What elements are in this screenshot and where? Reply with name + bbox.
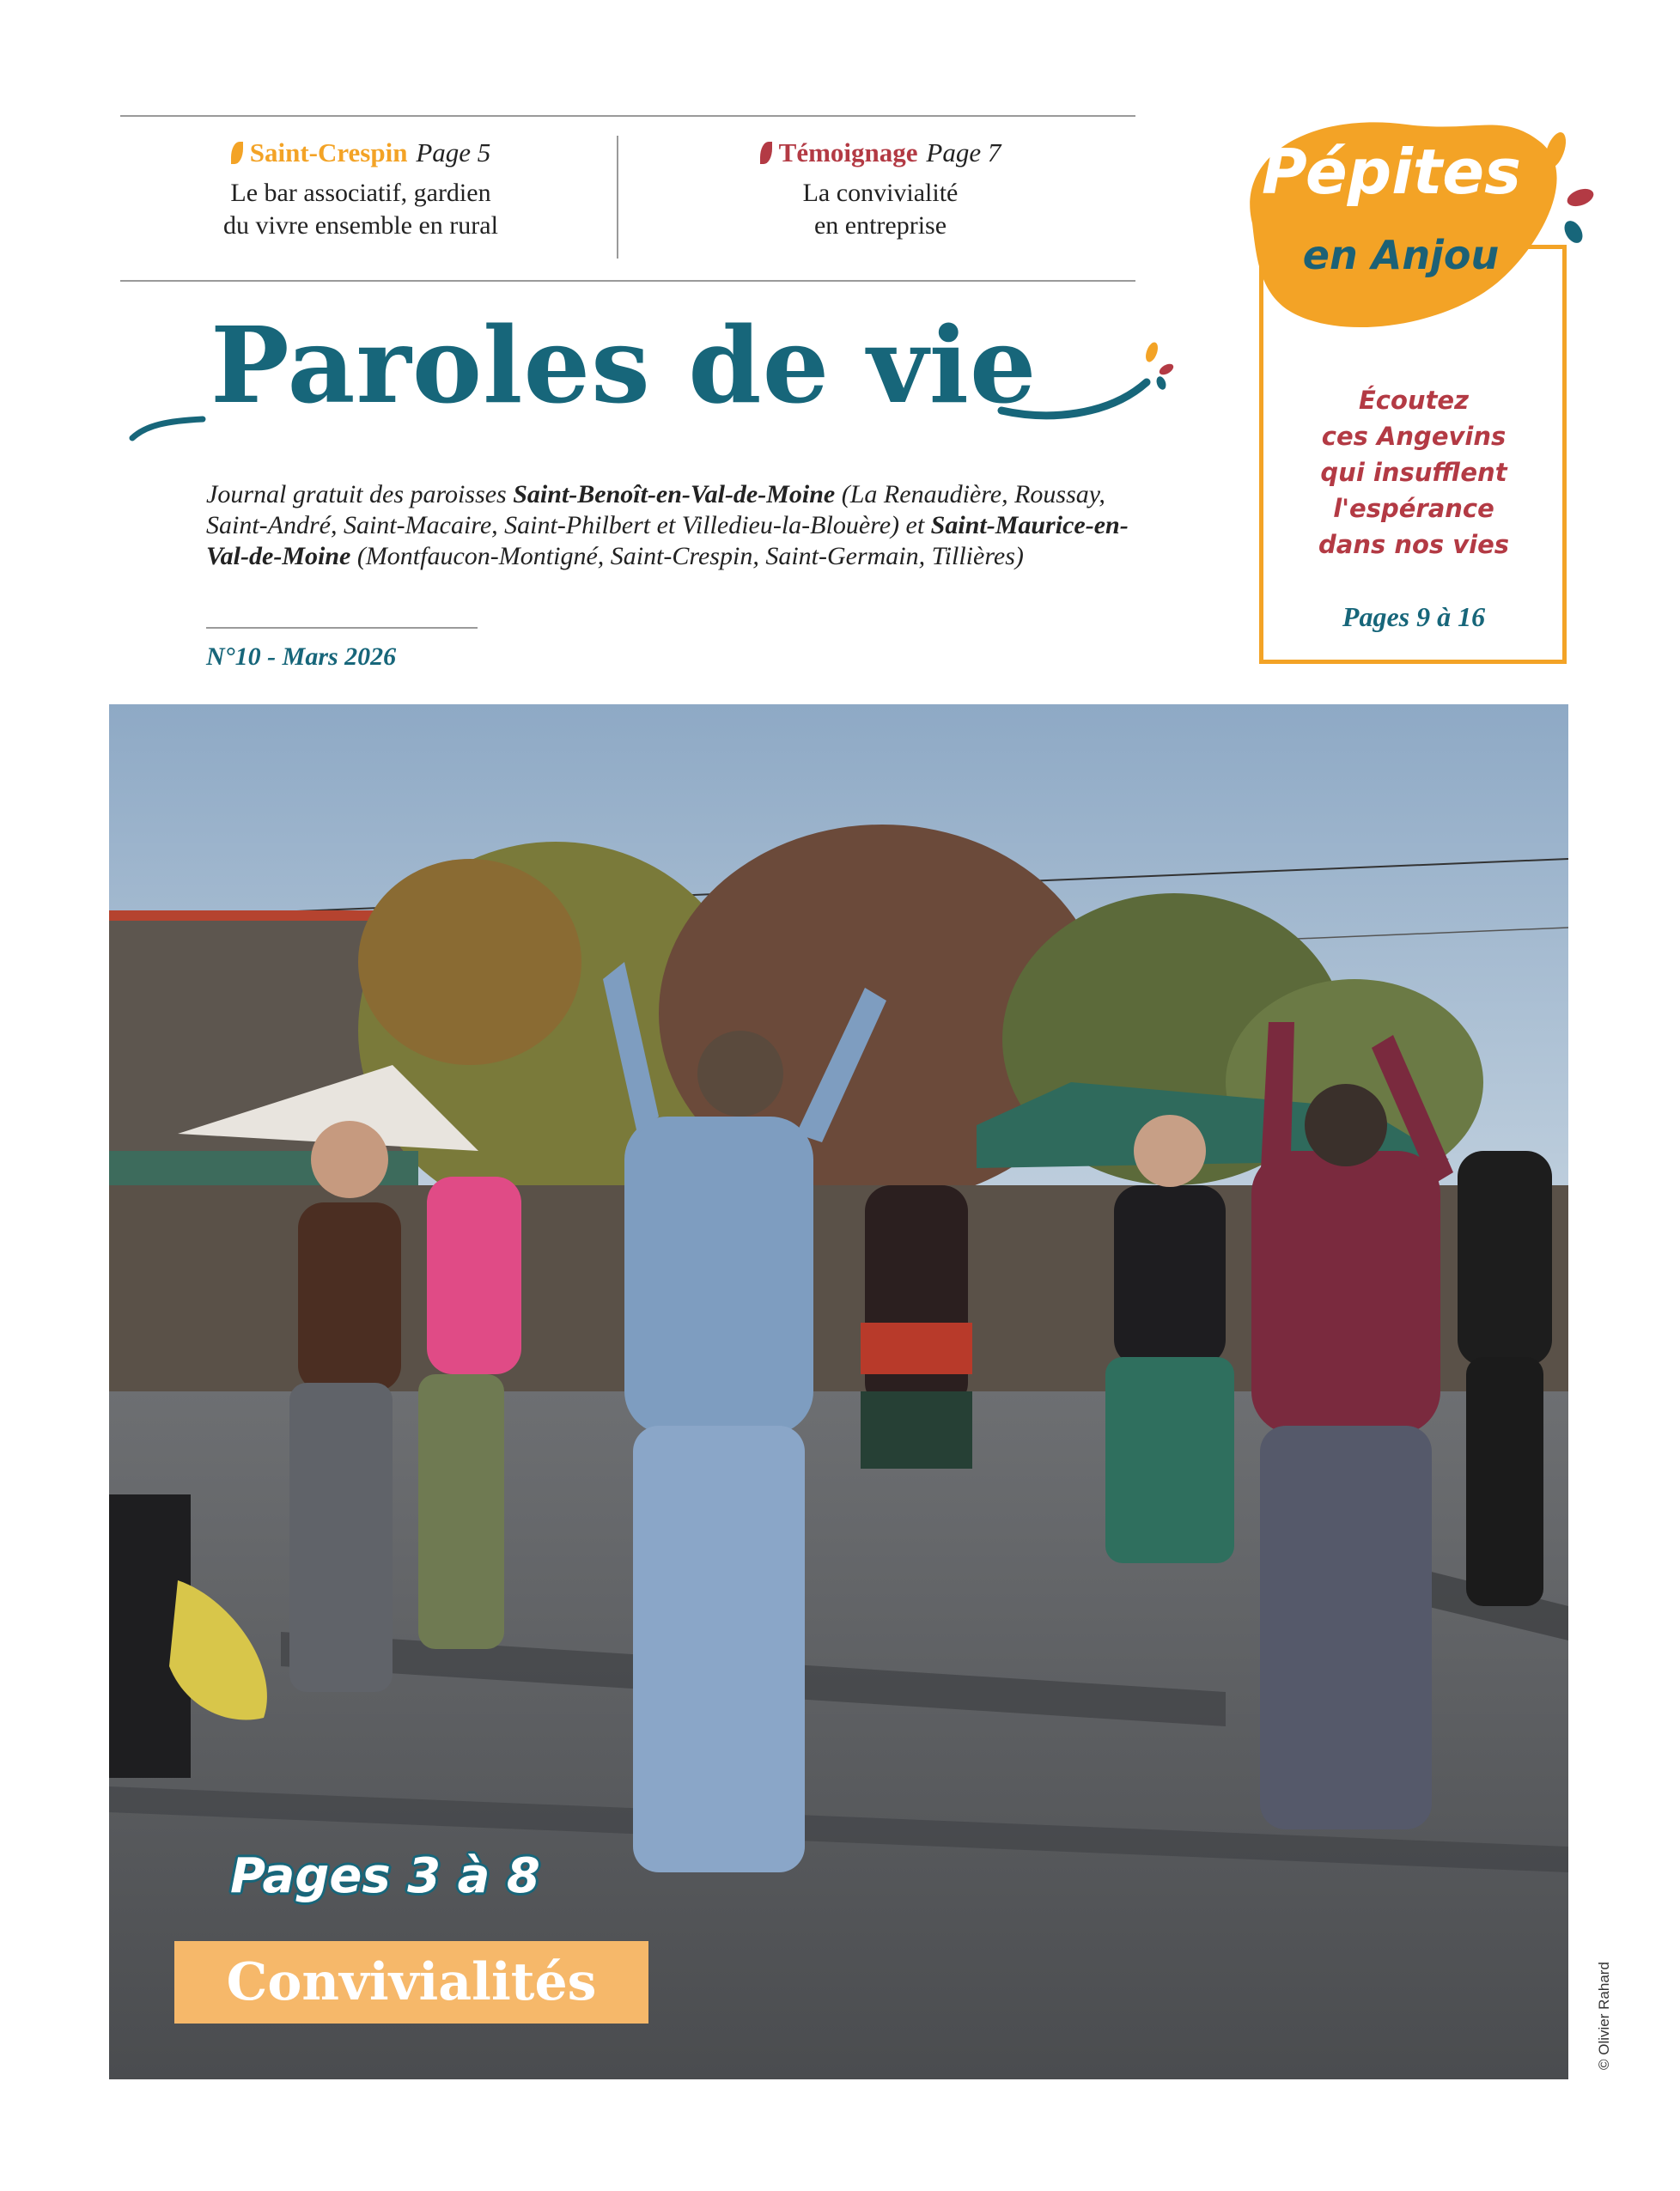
teaser-category: Témoignage (778, 137, 918, 167)
teaser-text (133, 177, 588, 242)
journal-description (206, 479, 1168, 572)
teaser-bottom-rule (120, 280, 1135, 282)
tagline-line: qui insufflent (1320, 458, 1507, 487)
teaser-page: Page 5 (416, 137, 491, 167)
teaser-divider (617, 136, 618, 259)
teaser-heading (653, 136, 1108, 170)
pepites-blob-icon (1218, 94, 1613, 352)
issue-rule (206, 627, 478, 629)
leaf-icon (760, 142, 772, 164)
teaser-line: du vivre ensemble en rural (223, 211, 498, 240)
masthead-title: Paroles de vie (210, 303, 1038, 427)
photo-credit (1577, 1915, 1612, 2070)
tagline-line: dans nos vies (1318, 530, 1510, 559)
intro-text: (La Renaudière, Roussay, Saint-André, Saint-Macaire, Saint-Philbert et Villedieu-la-Blouère) et (206, 480, 1105, 539)
tagline-line: Écoutez (1359, 386, 1469, 415)
parish-name: Saint-Benoît-en-Val-de-Moine (513, 480, 836, 508)
teaser-text (653, 177, 1108, 242)
parish-name: Saint-Maurice-en-Val-de-Moine (206, 511, 1129, 570)
intro-text: (Montfaucon-Montigné, Saint-Crespin, Saint-Germain, Tillières) (350, 542, 1024, 570)
intro-text: Journal gratuit des paroisses (206, 480, 514, 508)
cover-section-banner[interactable] (174, 1941, 648, 2024)
teaser-heading (133, 136, 588, 170)
leaf-icon (231, 142, 243, 164)
pepites-pages: Pages 9 à 16 (1342, 601, 1486, 632)
teaser-category: Saint-Crespin (249, 137, 408, 167)
teaser-saint-crespin[interactable] (133, 136, 588, 242)
issue-number: N°10 - Mars 2026 (206, 642, 397, 671)
tagline-line: l'espérance (1333, 494, 1494, 523)
teaser-temoignage[interactable] (653, 136, 1108, 242)
masthead-left-swoosh-icon (129, 404, 206, 442)
pepites-subtitle: en Anjou (1302, 232, 1500, 278)
teaser-line: Le bar associatif, gardien (230, 179, 491, 207)
teaser-line: en entreprise (813, 211, 947, 240)
teaser-page: Page 7 (926, 137, 1001, 167)
tagline-line: ces Angevins (1321, 422, 1507, 451)
cover-section-title: Convivialités (226, 1952, 597, 2012)
teaser-line: La convivialité (802, 179, 959, 207)
cover-pages-tag: Pages 3 à 8 (230, 1848, 540, 1904)
pepites-tagline (1269, 382, 1558, 563)
photo-credit-text: © Olivier Rahard (1596, 1962, 1612, 2070)
top-rule (120, 115, 1135, 117)
masthead-right-swoosh-icon (996, 335, 1181, 425)
pepites-title: Pépites (1262, 136, 1521, 208)
